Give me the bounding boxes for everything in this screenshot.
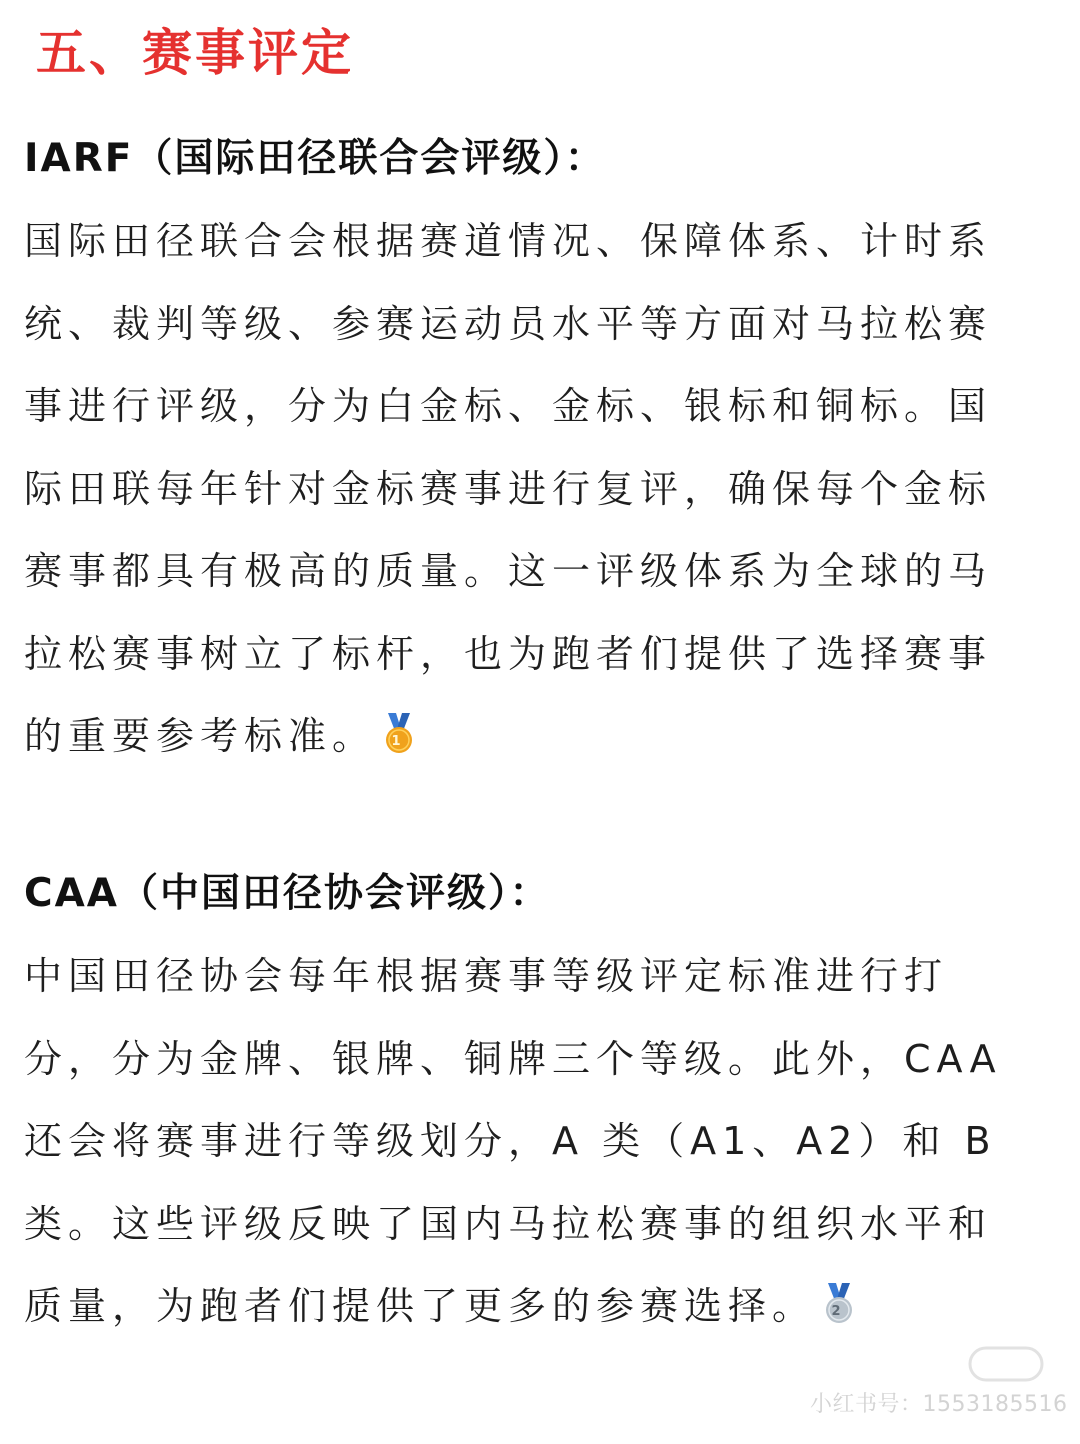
watermark-text: 小红书号：1553185516 — [810, 1392, 1068, 1417]
iarf-line-last-text: 的重要参考标准。 — [24, 714, 377, 758]
medal-number: 2 — [831, 1304, 847, 1319]
iarf-line: 拉松赛事树立了标杆，也为跑者们提供了选择赛事 — [24, 631, 993, 676]
iarf-paragraph — [24, 200, 1024, 784]
caa-line-last — [24, 1265, 1024, 1354]
section-title: 五、赛事评定 — [36, 24, 354, 82]
caa-heading: CAA（中国田径协会评级）： — [24, 871, 551, 916]
iarf-line: 国际田径联合会根据赛道情况、保障体系、计时系 — [24, 219, 993, 263]
caa-line: 类。这些评级反映了国内马拉松赛事的组织水平和 — [24, 1201, 993, 1246]
iarf-line: 统、裁判等级、参赛运动员水平等方面对马拉松赛 — [24, 301, 993, 346]
iarf-line: 赛事都具有极高的质量。这一评级体系为全球的马 — [24, 549, 993, 593]
caa-line-last-text: 质量，为跑者们提供了更多的参赛选择。 — [24, 1284, 817, 1328]
iarf-heading: IARF（国际田径联合会评级）： — [24, 136, 606, 181]
iarf-line-last — [24, 695, 1024, 784]
caa-line: 中国田径协会每年根据赛事等级评定标准进行打 — [24, 954, 949, 998]
first-place-medal-icon — [380, 701, 418, 784]
medal-number: 1 — [391, 734, 407, 749]
caa-line: 还会将赛事进行等级划分，A 类（A1、A2）和 B — [24, 1119, 997, 1163]
caa-paragraph — [24, 935, 1024, 1354]
second-place-medal-icon — [820, 1271, 858, 1354]
watermark-logo-icon — [968, 1344, 1048, 1388]
iarf-line: 事进行评级，分为白金标、金标、银标和铜标。国 — [24, 384, 993, 428]
caa-line: 分，分为金牌、银牌、铜牌三个等级。此外，CAA — [24, 1036, 1002, 1081]
iarf-line: 际田联每年针对金标赛事进行复评，确保每个金标 — [24, 466, 993, 511]
